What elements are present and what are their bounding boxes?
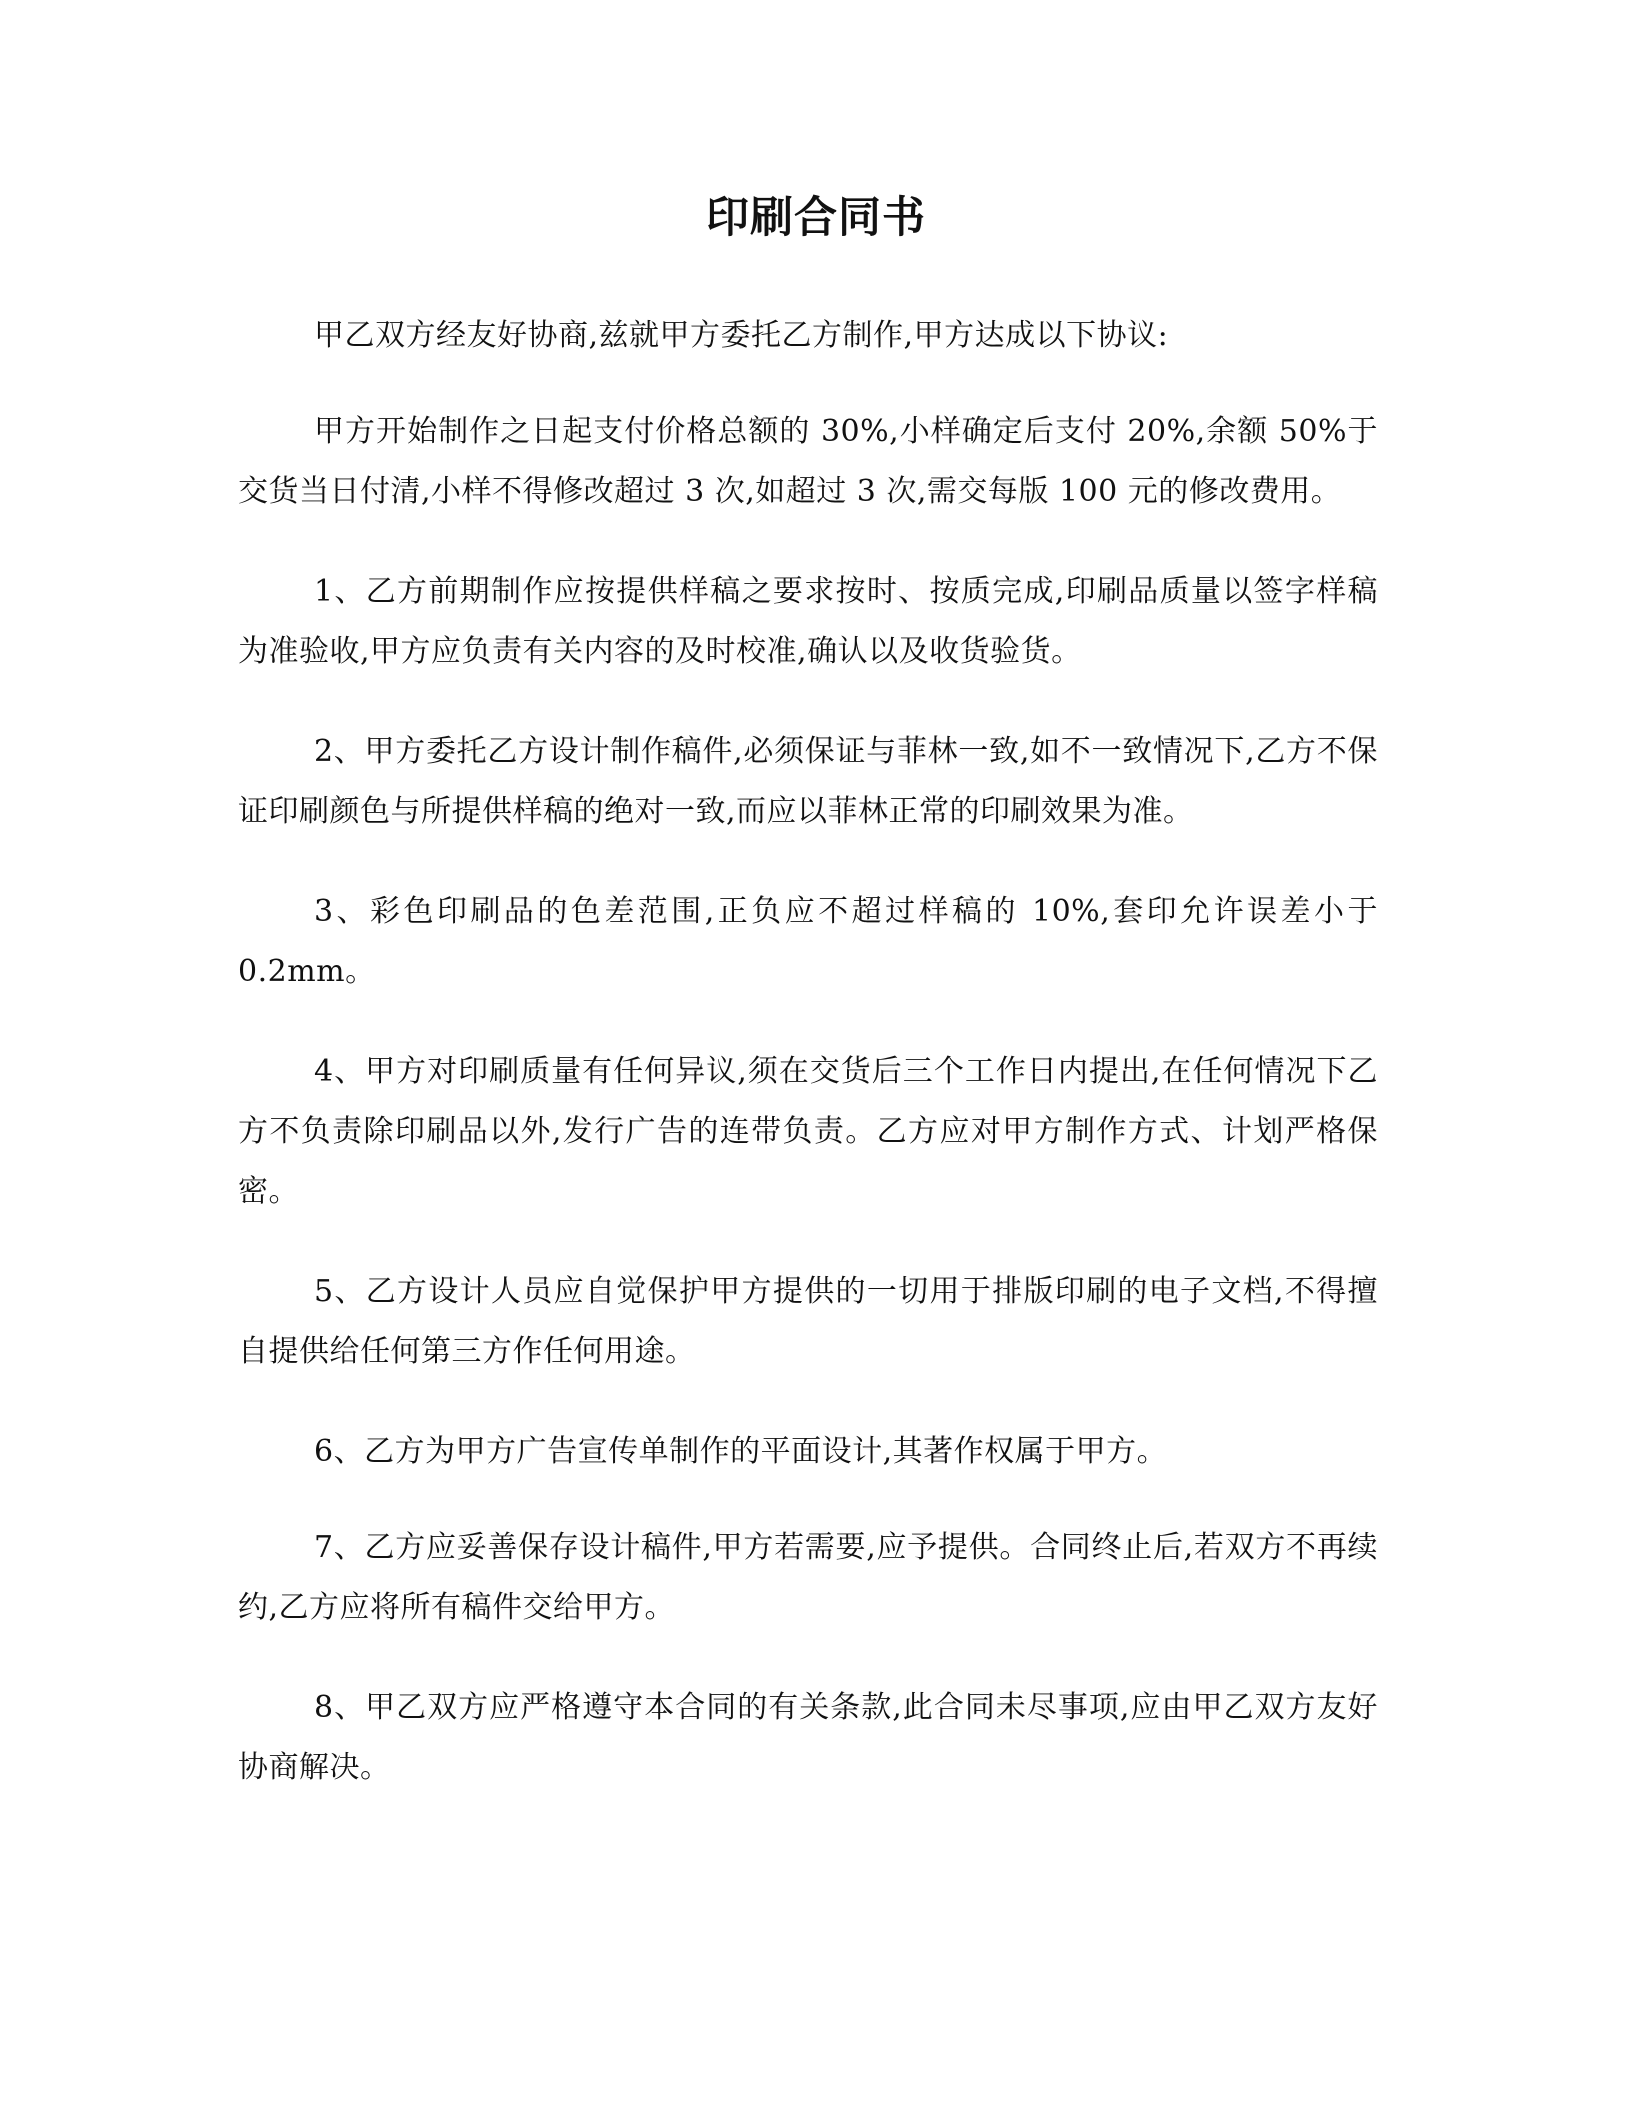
document-title: 印刷合同书 (706, 193, 926, 243)
clause-2: 2、甲方委托乙方设计制作稿件,必须保证与菲林一致,如不一致情况下,乙方不保证印刷颜色与所提供样稿的绝对一致,而应以菲林正常的印刷效果为准。 (238, 734, 1378, 829)
clause-4: 4、甲方对印刷质量有任何异议,须在交货后三个工作日内提出,在任何情况下乙方不负责除印刷品以外,发行广告的连带负责。乙方应对甲方制作方式、计划严格保密。 (238, 1054, 1378, 1209)
clause-8: 8、甲乙双方应严格遵守本合同的有关条款,此合同未尽事项,应由甲乙双方友好协商解决。 (238, 1690, 1378, 1785)
clause-5: 5、乙方设计人员应自觉保护甲方提供的一切用于排版印刷的电子文档,不得擅自提供给任何第三方作任何用途。 (238, 1274, 1378, 1369)
clause-6: 6、乙方为甲方广告宣传单制作的平面设计,其著作权属于甲方。 (314, 1434, 1168, 1469)
clause-1: 1、乙方前期制作应按提供样稿之要求按时、按质完成,印刷品质量以签字样稿为准验收,甲方应负责有关内容的及时校准,确认以及收货验货。 (238, 574, 1378, 669)
clause-3: 3、彩色印刷品的色差范围,正负应不超过样稿的 10%,套印允许误差小于 0.2mm。 (238, 894, 1378, 989)
clause-7: 7、乙方应妥善保存设计稿件,甲方若需要,应予提供。合同终止后,若双方不再续约,乙方应将所有稿件交给甲方。 (238, 1530, 1378, 1625)
payment-paragraph: 甲方开始制作之日起支付价格总额的 30%,小样确定后支付 20%,余额 50%于交货当日付清,小样不得修改超过 3 次,如超过 3 次,需交每版 100 元的修改费用。 (238, 414, 1378, 509)
intro-paragraph: 甲乙双方经友好协商,兹就甲方委托乙方制作,甲方达成以下协议: (314, 318, 1169, 353)
